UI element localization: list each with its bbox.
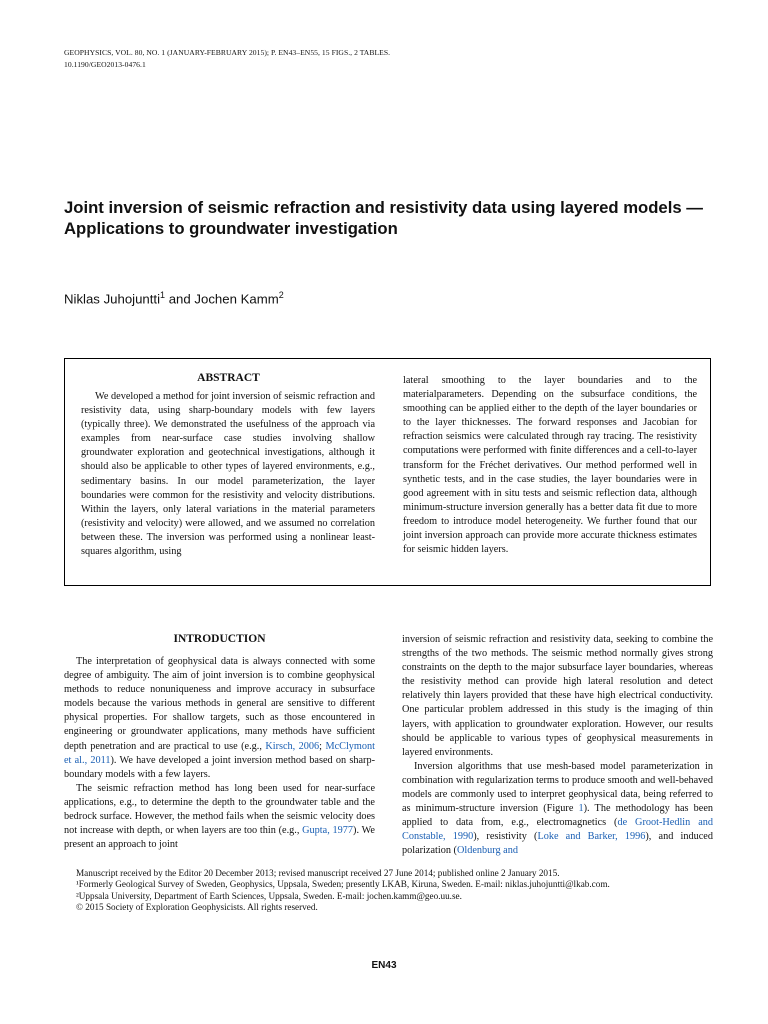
text-run: inversion of seismic refraction and resistivity data, seeking to combine the strengths of the two methods. The seismic method normally gives strong constraints on the depth to the major subsurface layer boundaries, whereas the resistivity method can provide high lateral resolution and detect relatively thin layers provided that these have high electrical conductivity. One particular problem addressed in this study is the imaging of thin layers, with application to groundwater exploration. However, our results should be applicable to various types of geophysical measurements in layered environments. [402, 634, 713, 758]
text-run: ), resistivity ( [473, 831, 538, 843]
abstract-left-column: We developed a method for joint inversion of seismic refraction and resistivity data, using sharp-boundary models with few layers (typically three). We demonstrated the usefulness of the approach via examples from near-surface case studies involving shallow groundwater exploration and geotechnical investigations, although it should also be applicable to other types of layered environments, e.g., sedimentary basins. In our model parameterization, the layer boundaries were common for the resistivity and velocity distributions. Within the layers, only lateral variations in the material parameters (resistivity and velocity) were allowed, and we assumed no correlation between these. The inversion was performed using a nonlinear least-squares algorithm, using [81, 391, 375, 558]
abstract-right-column: lateral smoothing to the layer boundaries and to the materialparameters. Depending on the subsurface conditions, the smoothing can be applied either to the depth of the layer boundaries or to the layer thicknesses. The forward responses and Jacobian for refraction seismics were calculated through ray tracing. The resistivity computations were performed with finite differences and a cell-to-layer transform for the Fréchet derivatives. Our method performed well in synthetic tests, and in the case studies, the layer boundaries were in good agreement with in situ tests and seismic reflection data, although minimum-structure inversion generally has a better data fit due to more freedom to introduce model heterogeneity. We further found that our joint inversion approach can provide more accurate thickness estimates for seismic hidden layers. [403, 375, 697, 556]
author-list [64, 290, 284, 306]
journal-header [64, 47, 390, 71]
paragraph [64, 655, 375, 782]
copyright-note: © 2015 Society of Exploration Geophysicists. All rights reserved. [76, 902, 318, 913]
text-run: ), and induced polarization ( [402, 831, 713, 857]
journal-citation: GEOPHYSICS, VOL. 80, NO. 1 (JANUARY-FEBRUARY 2015); P. EN43–EN55, 15 FIGS., 2 TABLES. [64, 48, 391, 57]
paper-title: Joint inversion of seismic refraction and resistivity data using layered models — Applications to groundwater investigation [64, 198, 703, 238]
paragraph [402, 633, 713, 760]
paragraph [402, 760, 713, 859]
page-number: EN43 [371, 960, 397, 971]
author-connector: and [165, 291, 195, 307]
abstract-box [64, 358, 711, 586]
affiliation-footnote: ¹Formerly Geological Survey of Sweden, Geophysics, Uppsala, Sweden; presently LKAB, Kiruna, Sweden. E-mail: niklas.juhojuntti@lkab.com. [76, 879, 610, 890]
affiliation-marker: 2 [278, 290, 284, 300]
citation-link[interactable]: Gupta, 1977 [302, 825, 354, 837]
section-heading: INTRODUCTION [173, 633, 266, 645]
body-left-column [64, 655, 375, 852]
doi-link[interactable]: 10.1190/GEO2013-0476.1 [64, 60, 146, 69]
text-run: ). We have developed a joint inversion method based on sharp-boundary models with a few layers. [64, 754, 375, 780]
citation-link[interactable]: Oldenburg and [456, 845, 518, 857]
affiliation-footnote: ²Uppsala University, Department of Earth Sciences, Uppsala, Sweden. E-mail: jochen.kamm@geo.uu.se. [76, 890, 462, 901]
footnotes [64, 868, 714, 914]
text-run: ; [319, 740, 326, 752]
text-run: ). We present an approach to joint [64, 825, 375, 851]
citation-link[interactable]: de Groot-Hedlin and Constable, 1990 [402, 817, 713, 843]
text-run: The interpretation of geophysical data is always connected with some degree of ambiguity. The aim of joint inversion is to combine geophysical methods to reduce nonuniqueness and improve accuracy in subsurface models because the various methods in general are sensitive to different physical properties. For shallow targets, such as those encountered in engineering or groundwater applications, many methods have sufficient depth penetration and are practical to use (e.g., [64, 656, 375, 752]
manuscript-note: Manuscript received by the Editor 20 December 2013; revised manuscript received 27 June 2014; published online 2 January 2015. [76, 868, 560, 878]
author-name: Niklas Juhojuntti [64, 291, 161, 307]
text-run: Inversion algorithms that use mesh-based model parameterization in combination with regularization terms to produce smooth and well-behaved models are commonly used to interpret geophysical data, being referred to as minimum-structure inversion (Figure [402, 760, 713, 815]
author-name: Jochen Kamm [194, 291, 279, 307]
citation-link[interactable]: Loke and Barker, 1996 [537, 831, 646, 843]
citation-link[interactable]: McClymont et al., 2011 [64, 740, 375, 766]
affiliation-marker: 1 [160, 290, 166, 300]
text-run: ). The methodology has been applied to data from, e.g., electromagnetics ( [402, 803, 713, 829]
figure-link[interactable]: 1 [578, 803, 584, 815]
citation-link[interactable]: Kirsch, 2006 [265, 740, 320, 752]
paragraph [64, 782, 375, 852]
text-run: The seismic refraction method has long been used for near-surface applications, e.g., to determine the depth to the groundwater table and the bedrock surface. However, the method fails when the seismic velocity does not increase with depth, or when layers are too thin (e.g., [64, 782, 375, 837]
abstract-heading: ABSTRACT [197, 372, 260, 384]
body-right-column [402, 633, 713, 859]
